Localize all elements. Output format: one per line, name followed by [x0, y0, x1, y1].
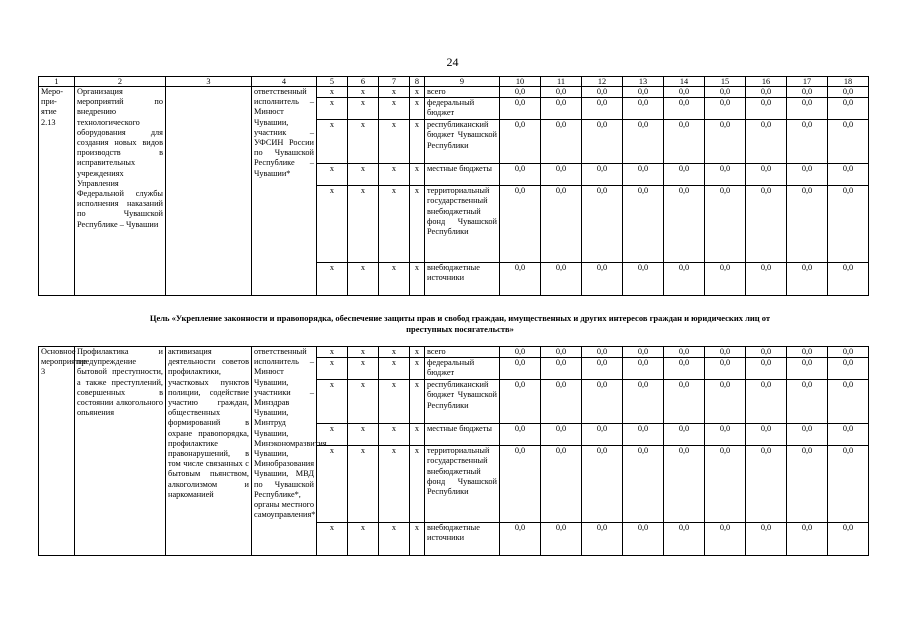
value-cell: 0,0: [705, 446, 746, 523]
header-cell: 4: [252, 77, 317, 87]
value-cell: 0,0: [828, 120, 869, 164]
value-cell: 0,0: [541, 87, 582, 98]
cross-cell: x: [348, 347, 379, 358]
header-cell: 14: [664, 77, 705, 87]
value-cell: 0,0: [582, 523, 623, 556]
value-cell: 0,0: [500, 186, 541, 263]
cross-cell: x: [317, 446, 348, 523]
value-cell: 0,0: [541, 358, 582, 380]
cross-cell: x: [410, 347, 425, 358]
cross-cell: x: [379, 120, 410, 164]
value-cell: 0,0: [664, 164, 705, 186]
cross-cell: x: [379, 186, 410, 263]
value-cell: 0,0: [541, 263, 582, 296]
cross-cell: x: [348, 424, 379, 446]
cell-description: активизация деятельности советов профилактики, участковых пунктов полиции, содействие участию граждан, общественных формирований в охране правопорядка, профилактике правонарушений, в том числе связанных с бытовым пьянством, алкоголизмом и наркоманией: [166, 347, 252, 556]
cross-cell: x: [379, 98, 410, 120]
value-cell: 0,0: [623, 263, 664, 296]
value-cell: 0,0: [541, 347, 582, 358]
cell-name: Профилактика и предупреждение бытовой преступности, а также преступлений, совершенных в состоянии алкогольного опьянения: [75, 347, 166, 556]
cross-cell: x: [348, 164, 379, 186]
cross-cell: x: [348, 523, 379, 556]
cross-cell: x: [410, 263, 425, 296]
value-cell: 0,0: [705, 358, 746, 380]
cross-cell: x: [317, 120, 348, 164]
cross-cell: x: [317, 358, 348, 380]
value-cell: 0,0: [582, 87, 623, 98]
value-cell: 0,0: [664, 358, 705, 380]
cross-cell: x: [317, 164, 348, 186]
table-top: [38, 76, 869, 296]
value-cell: 0,0: [705, 87, 746, 98]
value-cell: 0,0: [787, 120, 828, 164]
cross-cell: x: [379, 358, 410, 380]
header-cell: 8: [410, 77, 425, 87]
value-cell: 0,0: [746, 446, 787, 523]
value-cell: 0,0: [664, 523, 705, 556]
cell-code: Основное мероприятие 3: [39, 347, 75, 556]
cell-description: [166, 87, 252, 296]
header-cell: 2: [75, 77, 166, 87]
header-cell: 10: [500, 77, 541, 87]
cross-cell: x: [348, 98, 379, 120]
cross-cell: x: [379, 164, 410, 186]
header-cell: 15: [705, 77, 746, 87]
value-cell: 0,0: [541, 98, 582, 120]
value-cell: 0,0: [500, 380, 541, 424]
cross-cell: x: [348, 120, 379, 164]
value-cell: 0,0: [623, 358, 664, 380]
value-cell: 0,0: [500, 523, 541, 556]
value-cell: 0,0: [500, 87, 541, 98]
value-cell: 0,0: [787, 446, 828, 523]
value-cell: 0,0: [541, 120, 582, 164]
value-cell: 0,0: [541, 446, 582, 523]
value-cell: 0,0: [787, 347, 828, 358]
value-cell: 0,0: [500, 347, 541, 358]
value-cell: 0,0: [705, 263, 746, 296]
cross-cell: x: [348, 358, 379, 380]
value-cell: 0,0: [705, 523, 746, 556]
cross-cell: x: [348, 186, 379, 263]
cross-cell: x: [410, 446, 425, 523]
value-cell: 0,0: [828, 186, 869, 263]
value-cell: 0,0: [787, 358, 828, 380]
cross-cell: x: [379, 380, 410, 424]
value-cell: 0,0: [828, 446, 869, 523]
value-cell: 0,0: [746, 164, 787, 186]
header-cell: 1: [39, 77, 75, 87]
cell-name: Организация мероприятий по внедрению технологического оборудования для создания новых видов производств в исправительных учреждениях Управления Федеральной службы исполнения наказаний по Чувашской Республике – Чувашии: [75, 87, 166, 296]
block2-body: [39, 347, 869, 556]
value-cell: 0,0: [623, 87, 664, 98]
value-cell: 0,0: [787, 164, 828, 186]
value-cell: 0,0: [828, 164, 869, 186]
source-cell: территориальный государственный внебюджетный фонд Чувашской Республики: [425, 186, 500, 263]
source-cell: местные бюджеты: [425, 424, 500, 446]
header-cell: 12: [582, 77, 623, 87]
value-cell: 0,0: [664, 120, 705, 164]
header-cell: 16: [746, 77, 787, 87]
page-number: 24: [446, 55, 459, 69]
value-cell: 0,0: [582, 186, 623, 263]
value-cell: 0,0: [787, 263, 828, 296]
header-cell: 3: [166, 77, 252, 87]
cross-cell: x: [317, 98, 348, 120]
cross-cell: x: [317, 186, 348, 263]
header-cell: 6: [348, 77, 379, 87]
value-cell: 0,0: [746, 87, 787, 98]
cross-cell: x: [379, 446, 410, 523]
source-cell: местные бюджеты: [425, 164, 500, 186]
cross-cell: x: [410, 164, 425, 186]
cross-cell: x: [410, 120, 425, 164]
value-cell: 0,0: [746, 120, 787, 164]
value-cell: 0,0: [746, 523, 787, 556]
value-cell: 0,0: [582, 263, 623, 296]
cross-cell: x: [379, 523, 410, 556]
value-cell: 0,0: [828, 347, 869, 358]
cross-cell: x: [379, 87, 410, 98]
value-cell: 0,0: [705, 98, 746, 120]
source-cell: федеральный бюджет: [425, 358, 500, 380]
value-cell: 0,0: [500, 98, 541, 120]
value-cell: 0,0: [828, 523, 869, 556]
value-cell: 0,0: [500, 263, 541, 296]
block1-body: [39, 87, 869, 296]
cross-cell: x: [379, 263, 410, 296]
value-cell: 0,0: [828, 424, 869, 446]
cell-code: Меро-при-ятие 2.13: [39, 87, 75, 296]
value-cell: 0,0: [582, 347, 623, 358]
value-cell: 0,0: [582, 164, 623, 186]
value-cell: 0,0: [828, 98, 869, 120]
cross-cell: x: [410, 424, 425, 446]
table-row: [39, 347, 869, 358]
source-cell: всего: [425, 347, 500, 358]
header-cell: 9: [425, 77, 500, 87]
value-cell: 0,0: [623, 164, 664, 186]
value-cell: 0,0: [500, 164, 541, 186]
source-cell: республиканский бюджет Чувашской Республики: [425, 120, 500, 164]
value-cell: 0,0: [787, 424, 828, 446]
value-cell: 0,0: [623, 446, 664, 523]
cross-cell: x: [317, 523, 348, 556]
value-cell: 0,0: [828, 358, 869, 380]
value-cell: 0,0: [664, 263, 705, 296]
value-cell: 0,0: [623, 186, 664, 263]
header-cell: 17: [787, 77, 828, 87]
value-cell: 0,0: [664, 446, 705, 523]
value-cell: 0,0: [500, 446, 541, 523]
value-cell: 0,0: [582, 120, 623, 164]
header-cell: 13: [623, 77, 664, 87]
value-cell: 0,0: [664, 98, 705, 120]
cross-cell: x: [317, 347, 348, 358]
cross-cell: x: [348, 446, 379, 523]
cell-executor: ответственный исполнитель – Минюст Чувашии, участник – УФСИН России по Чувашской Республике – Чувашии*: [252, 87, 317, 296]
header-cell: 11: [541, 77, 582, 87]
source-cell: территориальный государственный внебюджетный фонд Чувашской Республики: [425, 446, 500, 523]
value-cell: 0,0: [746, 347, 787, 358]
value-cell: 0,0: [541, 186, 582, 263]
value-cell: 0,0: [828, 380, 869, 424]
source-cell: республиканский бюджет Чувашской Республики: [425, 380, 500, 424]
value-cell: 0,0: [582, 358, 623, 380]
cross-cell: x: [348, 380, 379, 424]
cross-cell: x: [317, 380, 348, 424]
value-cell: 0,0: [500, 424, 541, 446]
value-cell: 0,0: [623, 120, 664, 164]
value-cell: 0,0: [664, 380, 705, 424]
value-cell: 0,0: [705, 347, 746, 358]
cross-cell: x: [317, 263, 348, 296]
cross-cell: x: [379, 424, 410, 446]
cross-cell: x: [348, 263, 379, 296]
value-cell: 0,0: [828, 263, 869, 296]
cross-cell: x: [410, 186, 425, 263]
value-cell: 0,0: [746, 186, 787, 263]
value-cell: 0,0: [746, 98, 787, 120]
value-cell: 0,0: [541, 424, 582, 446]
value-cell: 0,0: [787, 380, 828, 424]
cross-cell: x: [379, 347, 410, 358]
value-cell: 0,0: [828, 87, 869, 98]
cross-cell: x: [410, 358, 425, 380]
header-cell: 5: [317, 77, 348, 87]
value-cell: 0,0: [705, 424, 746, 446]
value-cell: 0,0: [623, 424, 664, 446]
value-cell: 0,0: [787, 186, 828, 263]
value-cell: 0,0: [664, 424, 705, 446]
value-cell: 0,0: [705, 186, 746, 263]
cross-cell: x: [317, 87, 348, 98]
value-cell: 0,0: [582, 424, 623, 446]
source-cell: федеральный бюджет: [425, 98, 500, 120]
value-cell: 0,0: [664, 186, 705, 263]
value-cell: 0,0: [787, 523, 828, 556]
value-cell: 0,0: [746, 380, 787, 424]
value-cell: 0,0: [705, 380, 746, 424]
value-cell: 0,0: [541, 380, 582, 424]
cross-cell: x: [410, 87, 425, 98]
value-cell: 0,0: [623, 347, 664, 358]
table-bottom: [38, 346, 869, 556]
cross-cell: x: [317, 424, 348, 446]
value-cell: 0,0: [705, 164, 746, 186]
cross-cell: x: [410, 380, 425, 424]
source-cell: внебюджетные источники: [425, 523, 500, 556]
value-cell: 0,0: [500, 120, 541, 164]
value-cell: 0,0: [664, 347, 705, 358]
value-cell: 0,0: [664, 87, 705, 98]
header-cell: 18: [828, 77, 869, 87]
cell-executor: ответственный исполнитель – Минюст Чувашии, участники – Минздрав Чувашии, Минтруд Чувашии, Минэкономразвития Чувашии, Минобразования Чувашии, МВД по Чувашской Республике*, органы местного самоуправления*: [252, 347, 317, 556]
cross-cell: x: [410, 98, 425, 120]
value-cell: 0,0: [787, 98, 828, 120]
value-cell: 0,0: [541, 523, 582, 556]
header-cell: 7: [379, 77, 410, 87]
value-cell: 0,0: [705, 120, 746, 164]
section-heading: Цель «Укрепление законности и правопорядка, обеспечение защиты прав и свобод граждан, имущественных и других интересов граждан и юридических лиц от преступных посягательств»: [149, 313, 771, 334]
cross-cell: x: [410, 523, 425, 556]
value-cell: 0,0: [623, 523, 664, 556]
value-cell: 0,0: [787, 87, 828, 98]
value-cell: 0,0: [746, 358, 787, 380]
value-cell: 0,0: [500, 358, 541, 380]
value-cell: 0,0: [582, 446, 623, 523]
source-cell: всего: [425, 87, 500, 98]
source-cell: внебюджетные источники: [425, 263, 500, 296]
table-row: [39, 87, 869, 98]
value-cell: 0,0: [746, 263, 787, 296]
value-cell: 0,0: [582, 380, 623, 424]
cross-cell: x: [348, 87, 379, 98]
value-cell: 0,0: [582, 98, 623, 120]
value-cell: 0,0: [541, 164, 582, 186]
value-cell: 0,0: [623, 380, 664, 424]
value-cell: 0,0: [746, 424, 787, 446]
value-cell: 0,0: [623, 98, 664, 120]
header-row: [39, 77, 869, 87]
